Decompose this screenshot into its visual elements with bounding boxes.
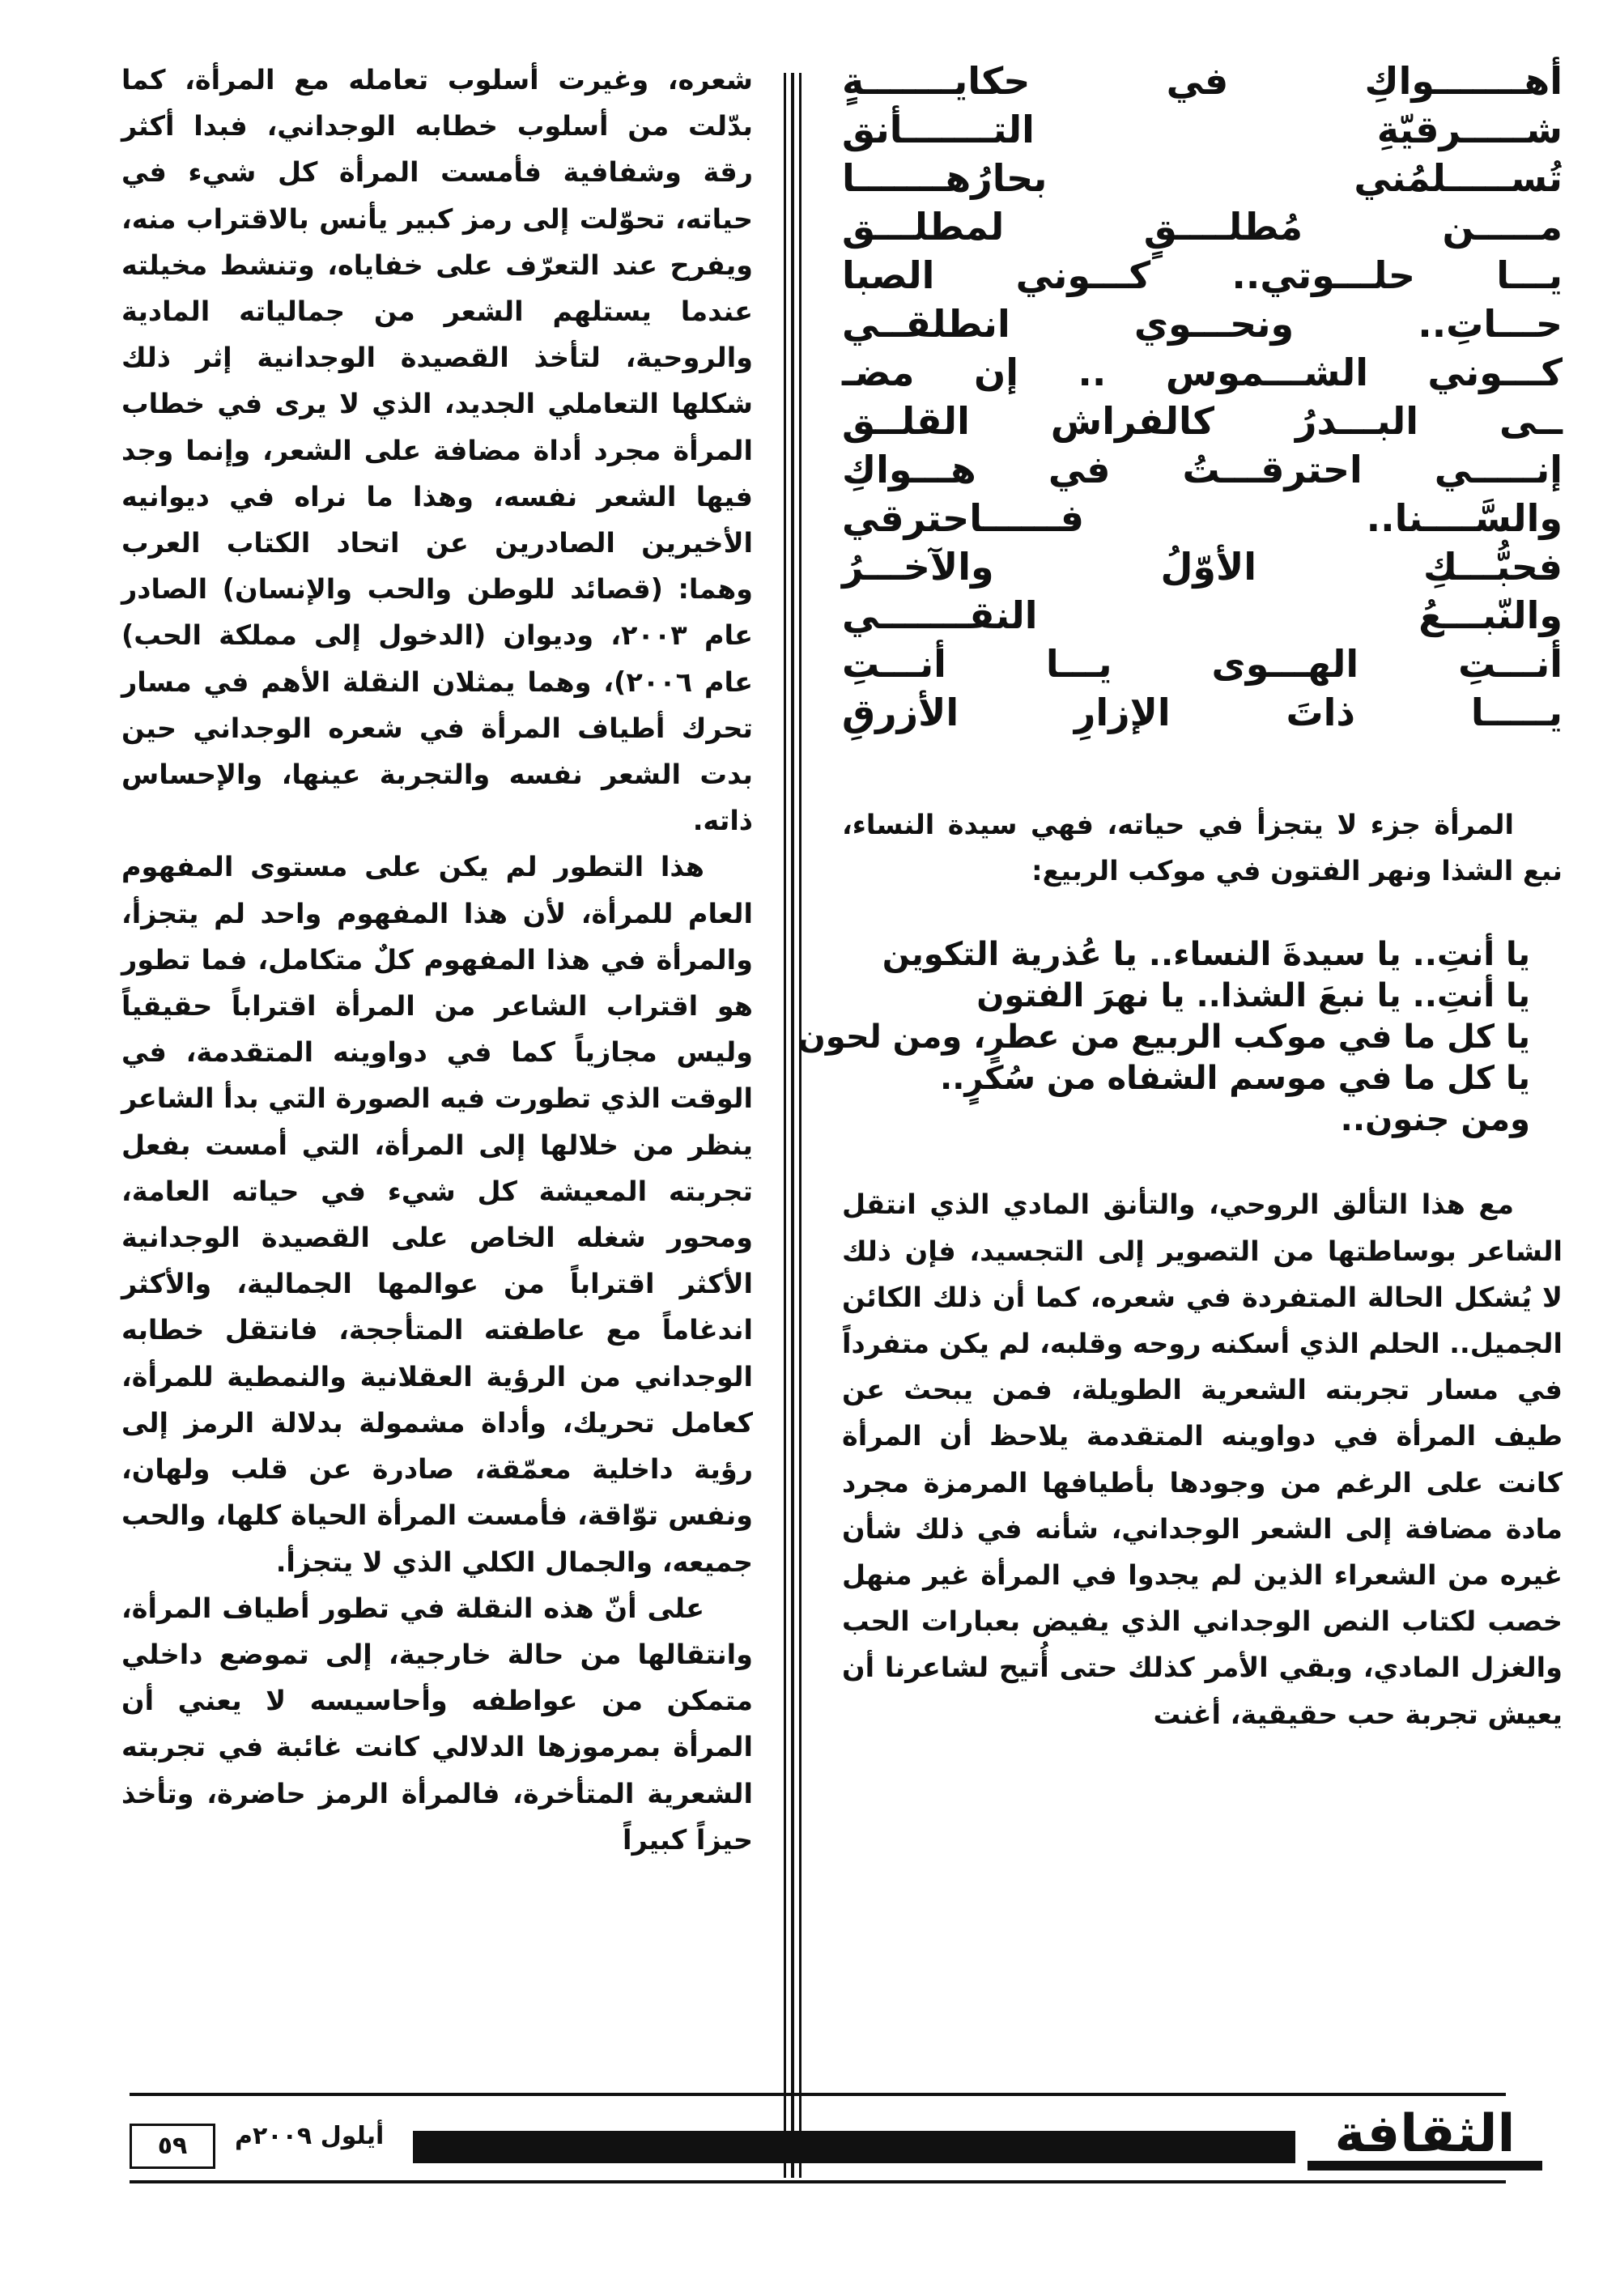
poem-line: شـــــرقيّةِ التـــــــأنق (842, 108, 1563, 151)
poem-line: والنّبـــعُ النقـــــــي (842, 593, 1563, 637)
issue-date: أيلول ٢٠٠٩م (235, 2122, 385, 2150)
poem-block (842, 57, 1563, 737)
poem-quote-line: يا كل ما في موكب الربيع من عطرٍ، ومن لحون (797, 1018, 1530, 1057)
poem-line: إنـــــي احترقـــتُ في هـــواكِ (842, 448, 1563, 491)
poem-line: يـــا حلـــوتي.. كـــوني الصبا (842, 253, 1563, 297)
poem-line: حـــاتِ.. ونحـــوي انطلقــي (842, 302, 1563, 346)
poem-line: والسَّــــنا.. فــــــاحترقي (842, 496, 1563, 540)
paragraph-intro: المرأة جزء لا يتجزأ في حياته، فهي سيدة النساء، نبع الشذا ونهر الفتون في موكب الربيع: (842, 809, 1563, 887)
poem-quote-line: يا أنتِ.. يا سيدةَ النساء.. يا عُذرية التكوين (882, 936, 1530, 974)
paragraph-evolution: هذا التطور لم يكن على مستوى المفهوم العام للمرأة، لأن هذا المفهوم واحد لم يتجزأ، والمرأة في هذا المفهوم كلٌ متكامل، فما تطور هو اقتراب الشاعر من المرأة اقتراباً حقيقياً وليس مجازياً كما في دواوينه المتقدمة، في الوقت الذي تطورت فيه الصورة التي بدأ الشاعر ينظر من خلالها إلى المرأة، التي أمست بفعل تجربته المعيشة كل شيء في حياته العامة، ومحور شغله الخاص على القصيدة الوجدانية الأكثر اقتراباً من عوالمها الجمالية، والأكثر اندغاماً مع عاطفته المتأججة، فانتقل خطابه الوجداني من الرؤية العقلانية والنمطية للمرأة، كعامل تحريك، وأداة مشمولة بدلالة الرمز إلى رؤية داخلية معمّقة، صادرة عن قلب ولهان، ونفس توّاقة، فأمست المرأة الحياة كلها، والحب جميعه، والجمال الكلي الذي لا يتجزأ. (121, 851, 753, 1578)
column-divider (784, 73, 802, 2178)
poem-quote (797, 934, 1563, 1141)
logo-text: الثقافة (1334, 2104, 1516, 2164)
poem-line: مـــــن مُطلــــقٍ لمطلـــق (842, 205, 1563, 249)
left-column (121, 57, 753, 1863)
poem-line: أهـــــــواكِ في حكايـــــــةٍ (842, 59, 1563, 103)
poem-line: ــى البـــدرُ كالفراش القلــق (842, 399, 1563, 443)
poem-line: يـــــا ذاتَ الإزارِ الأزرقِ (842, 691, 1563, 734)
poem-line: تُســـــلمُني بحارُهـــــــا (842, 156, 1563, 200)
paragraph-body-right: مع هذا التألق الروحي، والتأنق المادي الذي انتقل الشاعر بوساطتها من التصوير إلى التجسيد، فإن ذلك لا يُشكل الحالة المتفردة في شعره، كما أن ذلك الكائن الجميل.. الحلم الذي أسكنه روحه وقلبه، لم يكن متفرداً في مسار تجربته الشعرية الطويلة، فمن يبحث عن طيف المرأة في دواوينه المتقدمة يلاحظ أن المرأة كانت على الرغم من وجودها بأطيافها المرمزة مجرد مادة مضافة إلى الشعر الوجداني، شأنه في ذلك شأن غيره من الشعراء الذين لم يجدوا في المرأة غير منهل خصب لكتاب النص الوجداني الذي يفيض بعبارات الحب والغزل المادي، وبقي الأمر كذلك حتى أُتيح لشاعرنا أن يعيش تجربة حب حقيقية، أغنت (842, 1188, 1563, 1730)
page-footer (121, 2093, 1563, 2182)
footer-bar (413, 2131, 1295, 2163)
right-column (797, 57, 1563, 1737)
paragraph-continued: شعره، وغيرت أسلوب تعامله مع المرأة، كما بدّلت من أسلوب خطابه الوجداني، فبدا أكثر رقة وشفافية فأمست المرأة كل شيء في حياته، تحوّلت إلى رمز كبير يأنس بالاقتراب منه، ويفرح عند التعرّف على خفاياه، وتنشط مخيلته عندما يستلهم الشعر من جمالياته المادية والروحية، لتأخذ القصيدة الوجدانية إثر ذلك شكلها التعاملي الجديد، الذي لا يرى في خطاب المرأة مجرد أداة مضافة على الشعر، وإنما وجد فيها الشعر نفسه، وهذا ما نراه في ديوانيه الأخيرين الصادرين عن اتحاد الكتاب العرب وهما: (قصائد للوطن والحب والإنسان) الصادر عام ٢٠٠٣، وديوان (الدخول إلى مملكة الحب) عام ٢٠٠٦)، وهما يمثلان النقلة الأهم في مسار تحرك أطياف المرأة في شعره الوجداني حين بدت الشعر نفسه والتجربة عينها، والإحساس ذاته. (121, 64, 753, 837)
poem-line: أنـــتِ الهـــوى يـــا أنـــتِ (842, 642, 1563, 686)
poem-quote-line: ومن جنون.. (1340, 1101, 1530, 1139)
poem-line: كـــوني الشـــموس .. إن مضـ (842, 351, 1563, 394)
paragraph-shift: على أنّ هذه النقلة في تطور أطياف المرأة، وانتقالها من حالة خارجية، إلى تموضع داخلي متمكن من عواطفه وأحاسيسه لا يعني أن المرأة بمرموزها الدلالي كانت غائبة في تجربته الشعرية المتأخرة، فالمرأة الرمز حاضرة، وتأخذ حيزاً كبيراً (121, 1592, 753, 1856)
poem-quote-line: يا كل ما في موسم الشفاه من سُكرٍ.. (940, 1060, 1530, 1098)
poem-quote-line: يا أنتِ.. يا نبعَ الشذا.. يا نهرَ الفتون (976, 977, 1530, 1015)
page-number: ٥٩ (130, 2124, 215, 2169)
magazine-logo (1307, 2101, 1542, 2175)
poem-line: فحبُّـــكِ الأوّلُ والآخـــرُ (842, 545, 1563, 589)
